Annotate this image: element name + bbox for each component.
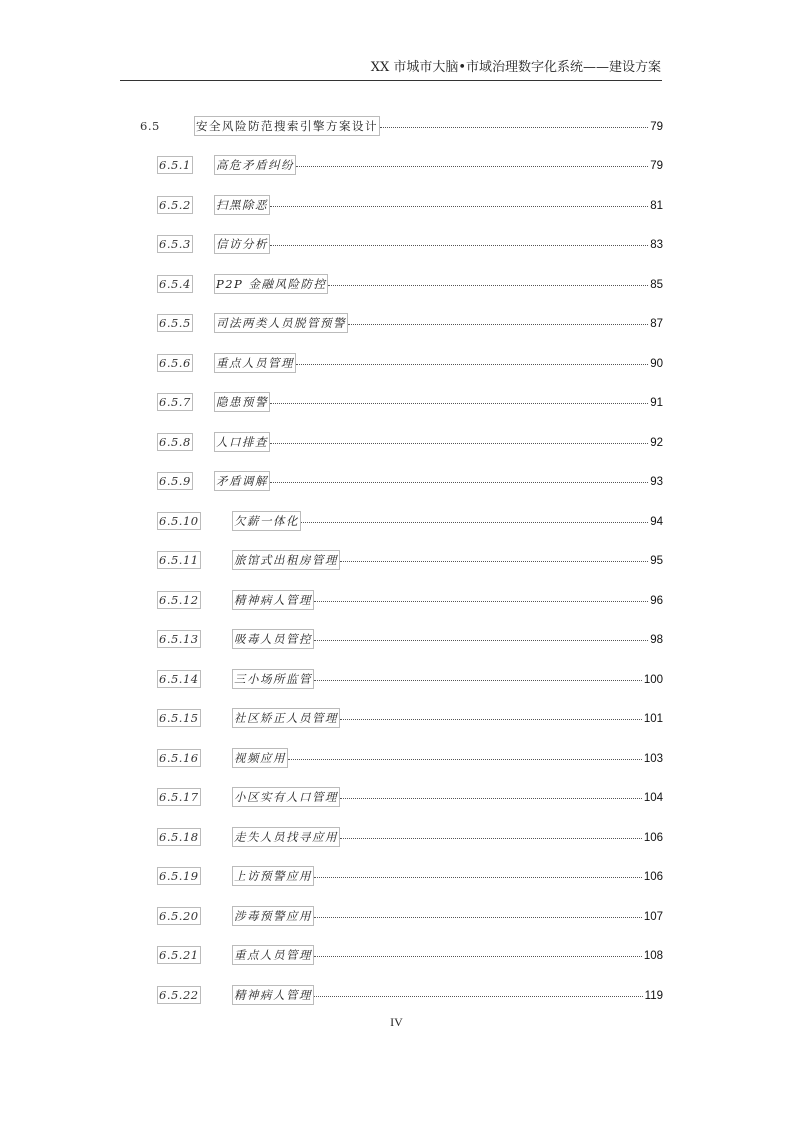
toc-entry[interactable]: [0, 738, 793, 778]
toc-entry-page: 103: [643, 752, 663, 765]
toc-entry-page: 93: [650, 476, 663, 489]
toc-entry[interactable]: [0, 541, 793, 581]
toc-entry-title[interactable]: 重点人员管理: [216, 355, 294, 370]
toc-entry-line: [216, 236, 663, 252]
toc-entry-title[interactable]: 三小场所监管: [234, 671, 312, 686]
toc-entry-line: [234, 868, 663, 884]
toc-entry-number: 6.5.1: [159, 158, 191, 173]
toc-entry[interactable]: [0, 501, 793, 541]
toc-entry-number: 6.5.15: [159, 711, 199, 726]
toc-entry[interactable]: [0, 462, 793, 502]
toc-entry-title[interactable]: 人口排查: [216, 434, 268, 449]
toc-dot-leader: [296, 364, 648, 365]
toc-entry[interactable]: [0, 106, 793, 146]
toc-entry-title[interactable]: P2P 金融风险防控: [216, 276, 327, 291]
toc-entry[interactable]: [0, 936, 793, 976]
toc-entry-number: 6.5.11: [159, 553, 199, 568]
toc-dot-leader: [328, 285, 648, 286]
toc-entry[interactable]: [0, 383, 793, 423]
toc-dot-leader: [288, 759, 642, 760]
toc-entry-line: [234, 592, 663, 608]
toc-entry-number: 6.5.18: [159, 829, 199, 844]
toc-entry-title[interactable]: 社区矫正人员管理: [234, 711, 338, 726]
toc-entry-number: 6.5.19: [159, 869, 199, 884]
toc-entry-number: 6.5.16: [159, 750, 199, 765]
toc-entry-line: [216, 276, 663, 292]
toc-entry[interactable]: [0, 422, 793, 462]
toc-entry-page: 91: [650, 397, 663, 410]
toc-entry-number: 6.5.21: [159, 948, 199, 963]
toc-entry-line: [234, 947, 663, 963]
toc-dot-leader: [314, 640, 648, 641]
toc-entry-number: 6.5.12: [159, 592, 199, 607]
toc-dot-leader: [314, 996, 643, 997]
toc-entry-title[interactable]: 精神病人管理: [234, 592, 312, 607]
toc-entry-line: [234, 552, 663, 568]
toc-entry-number: 6.5.22: [159, 987, 199, 1002]
toc-entry[interactable]: [0, 264, 793, 304]
toc-entry-line: [216, 197, 663, 213]
toc-entry-page: 119: [644, 989, 663, 1002]
toc-dot-leader: [270, 482, 648, 483]
toc-entry-page: 94: [650, 515, 663, 528]
toc-dot-leader: [340, 798, 642, 799]
toc-entry-title[interactable]: 矛盾调解: [216, 474, 268, 489]
toc-entry-line: [234, 987, 663, 1003]
toc-entry-page: 107: [643, 910, 663, 923]
toc-entry-number: 6.5.17: [159, 790, 199, 805]
table-of-contents: [0, 106, 793, 1015]
toc-entry-page: 95: [650, 555, 663, 568]
toc-entry-number: 6.5.4: [159, 276, 191, 291]
toc-entry-line: [196, 118, 663, 134]
toc-entry-number: 6.5.8: [159, 434, 191, 449]
toc-entry-number: 6.5.20: [159, 908, 199, 923]
toc-entry[interactable]: [0, 896, 793, 936]
toc-entry-line: [216, 157, 663, 173]
toc-entry-number: 6.5.2: [159, 197, 191, 212]
toc-dot-leader: [340, 719, 642, 720]
toc-entry[interactable]: [0, 580, 793, 620]
toc-dot-leader: [380, 127, 648, 128]
toc-entry-title[interactable]: 扫黑除恶: [216, 197, 268, 212]
toc-entry-page: 106: [643, 871, 663, 884]
page-footer-number: IV: [390, 1015, 403, 1029]
toc-dot-leader: [270, 403, 648, 404]
toc-entry-line: [216, 355, 663, 371]
toc-entry-title[interactable]: 信访分析: [216, 237, 268, 252]
toc-entry-line: [234, 710, 663, 726]
toc-dot-leader: [270, 206, 648, 207]
toc-entry-number: 6.5.6: [159, 355, 191, 370]
toc-entry-number: 6.5.14: [159, 671, 199, 686]
toc-entry-title[interactable]: 欠薪一体化: [234, 513, 299, 528]
toc-entry-line: [216, 394, 663, 410]
toc-entry-number: 6.5.7: [159, 395, 191, 410]
toc-entry-page: 81: [650, 199, 663, 212]
toc-entry-title[interactable]: 上访预警应用: [234, 869, 312, 884]
toc-dot-leader: [340, 561, 648, 562]
toc-entry[interactable]: [0, 304, 793, 344]
toc-entry-page: 79: [650, 120, 663, 133]
toc-entry-title[interactable]: 涉毒预警应用: [234, 908, 312, 923]
toc-dot-leader: [314, 601, 648, 602]
toc-entry[interactable]: [0, 975, 793, 1015]
toc-entry-number: 6.5.5: [159, 316, 191, 331]
toc-entry-line: [234, 908, 663, 924]
toc-entry-title[interactable]: 视频应用: [234, 750, 286, 765]
toc-entry-page: 79: [650, 160, 663, 173]
toc-entry-page: 85: [650, 278, 663, 291]
toc-dot-leader: [314, 877, 642, 878]
toc-entry-line: [234, 750, 663, 766]
toc-entry[interactable]: [0, 185, 793, 225]
toc-entry-page: 100: [643, 673, 663, 686]
toc-entry[interactable]: [0, 225, 793, 265]
toc-entry[interactable]: [0, 699, 793, 739]
toc-entry-number: 6.5.10: [159, 513, 199, 528]
toc-entry-title[interactable]: 吸毒人员管控: [234, 632, 312, 647]
toc-entry[interactable]: [0, 659, 793, 699]
toc-entry-line: [234, 513, 663, 529]
toc-dot-leader: [270, 443, 648, 444]
toc-entry-page: 96: [650, 594, 663, 607]
toc-entry-page: 90: [650, 357, 663, 370]
toc-dot-leader: [348, 324, 648, 325]
toc-entry-line: [216, 434, 663, 450]
toc-entry[interactable]: [0, 620, 793, 660]
toc-dot-leader: [301, 522, 648, 523]
toc-entry[interactable]: [0, 343, 793, 383]
toc-entry[interactable]: [0, 857, 793, 897]
toc-entry-title[interactable]: 隐患预警: [216, 395, 268, 410]
toc-entry-number: 6.5: [140, 118, 160, 133]
toc-dot-leader: [314, 680, 642, 681]
toc-entry-title[interactable]: 司法两类人员脱管预警: [216, 316, 346, 331]
page-header-title: XX 市城市大脑•市域治理数字化系统——建设方案: [370, 60, 661, 75]
toc-entry-title[interactable]: 精神病人管理: [234, 987, 312, 1002]
toc-entry-title[interactable]: 安全风险防范搜索引擎方案设计: [196, 118, 378, 133]
toc-entry-line: [234, 829, 663, 845]
toc-dot-leader: [314, 917, 642, 918]
toc-entry-title[interactable]: 走失人员找寻应用: [234, 829, 338, 844]
toc-dot-leader: [340, 838, 642, 839]
toc-entry-page: 87: [650, 318, 663, 331]
toc-entry-number: 6.5.9: [159, 474, 191, 489]
toc-entry-page: 83: [650, 239, 663, 252]
header-rule: [120, 80, 662, 81]
toc-dot-leader: [314, 956, 642, 957]
toc-entry-line: [234, 631, 663, 647]
toc-dot-leader: [296, 166, 648, 167]
toc-entry-page: 98: [650, 634, 663, 647]
toc-entry[interactable]: [0, 817, 793, 857]
toc-entry-page: 92: [650, 436, 663, 449]
toc-entry-title[interactable]: 小区实有人口管理: [234, 790, 338, 805]
toc-entry-line: [216, 473, 663, 489]
toc-entry-page: 106: [643, 831, 663, 844]
toc-entry[interactable]: [0, 146, 793, 186]
toc-entry-page: 101: [643, 713, 663, 726]
toc-entry-title[interactable]: 旅馆式出租房管理: [234, 553, 338, 568]
toc-entry-line: [234, 671, 663, 687]
toc-entry-line: [216, 315, 663, 331]
toc-entry[interactable]: [0, 778, 793, 818]
toc-dot-leader: [270, 245, 648, 246]
toc-entry-page: 104: [643, 792, 663, 805]
toc-entry-title[interactable]: 重点人员管理: [234, 948, 312, 963]
toc-entry-title[interactable]: 高危矛盾纠纷: [216, 158, 294, 173]
toc-entry-page: 108: [643, 950, 663, 963]
toc-entry-line: [234, 789, 663, 805]
toc-entry-number: 6.5.13: [159, 632, 199, 647]
toc-entry-number: 6.5.3: [159, 237, 191, 252]
